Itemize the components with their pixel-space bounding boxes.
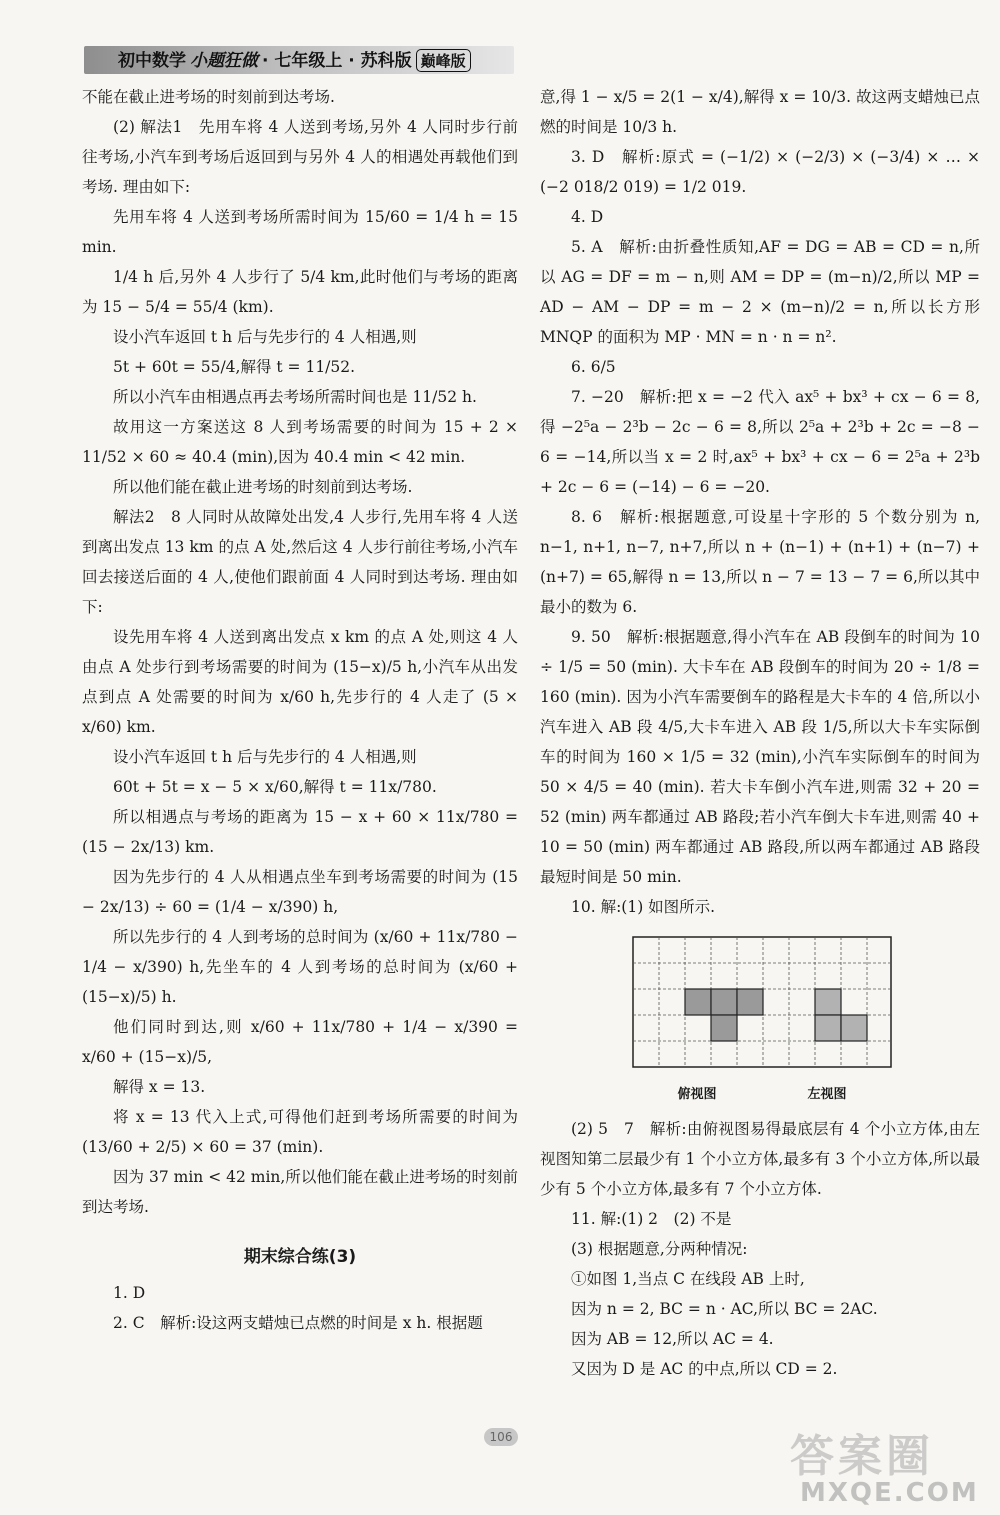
header-edition-badge: 巅峰版 <box>416 49 471 72</box>
right-para: 10. 解:(1) 如图所示. <box>571 898 716 916</box>
right-para: 8. 6 解析:根据题意,可设星十字形的 5 个数分别为 n, n−1, n+1, n−7, n+7,所以 n + (n−1) + (n+1) + (n−7) + (n+7) = 65,解得 n = 13,所以 n − 7 = 13 − 7 = 6,所以其中最小的数为 6. <box>540 508 980 616</box>
left-para: 解得 x = 13. <box>113 1078 206 1096</box>
right-column <box>540 82 980 1384</box>
right-para: 6. 6/5 <box>571 358 616 376</box>
watermark-url: MXQE.COM <box>800 1478 979 1508</box>
left-para: 设先用车将 4 人送到离出发点 x km 的点 A 处,则这 4 人由点 A 处步行到考场需要的时间为 (15−x)/5 h,小汽车从出发点到点 A 处需要的时间为 x/60 h,先步行的 4 人走了 (5 × x/60) km. <box>82 628 518 736</box>
left-para: 所以小汽车由相遇点再去考场所需时间也是 11/52 h. <box>113 388 477 406</box>
header-title <box>118 46 471 72</box>
watermark-logo: 答案圈 <box>790 1431 934 1482</box>
page-header <box>84 42 514 76</box>
top-view-cells <box>685 989 763 1041</box>
right-para: 5. A 解析:由折叠性质知,AF = DG = AB = CD = n,所以 AG = DF = m − n,则 AM = DP = (m−n)/2,所以 MP = AD − AM − DP = m − 2 × (m−n)/2 = n,所以长方形 MNQP 的面积为 MP · MN = n · n = n². <box>540 238 980 346</box>
left-para: 因为先步行的 4 人从相遇点坐车到考场需要的时间为 (15 − 2x/13) ÷ 60 = (1/4 − x/390) h, <box>82 868 518 916</box>
right-para: 又因为 D 是 AC 的中点,所以 CD = 2. <box>571 1360 838 1378</box>
right-para: (2) 5 7 解析:由俯视图易得最底层有 4 个小立方体,由左视图知第二层最少有 1 个小立方体,最多有 3 个小立方体,所以最少有 5 个小立方体,最多有 7 个小立方体. <box>540 1120 980 1198</box>
left-para: 所以相遇点与考场的距离为 15 − x + 60 × 11x/780 = (15 − 2x/13) km. <box>82 808 518 856</box>
left-para: 因为 37 min < 42 min,所以他们能在截止进考场的时刻前到达考场. <box>82 1168 518 1216</box>
left-para: 将 x = 13 代入上式,可得他们赶到考场所需要的时间为 (13/60 + 2/5) × 60 = 37 (min). <box>82 1108 518 1156</box>
views-figure <box>632 936 892 1110</box>
right-para: (3) 根据题意,分两种情况: <box>571 1240 748 1258</box>
right-para: 3. D 解析:原式 = (−1/2) × (−2/3) × (−3/4) × … × (−2 018/2 019) = 1/2 019. <box>540 148 980 196</box>
right-para: 11. 解:(1) 2 (2) 不是 <box>571 1210 732 1228</box>
left-para: 5t + 60t = 55/4,解得 t = 11/52. <box>113 358 356 376</box>
left-para: (2) 解法1 先用车将 4 人送到考场,另外 4 人同时步行前往考场,小汽车到考场后返回到与另外 4 人的相遇处再载他们到考场. 理由如下: <box>82 118 518 196</box>
left-column <box>82 82 518 1338</box>
side-view-label: 左视图 <box>807 1087 847 1102</box>
left-para: 解法2 8 人同时从故障处出发,4 人步行,先用车将 4 人送到离出发点 13 km 的点 A 处,然后这 4 人步行前往考场,小汽车回去接送后面的 4 人,使他们跟前面 4 人同时到达考场. 理由如下: <box>82 508 518 616</box>
left-para: 不能在截止进考场的时刻前到达考场. <box>82 88 335 106</box>
header-grade: · 七年级上 · 苏科版 <box>262 51 412 71</box>
right-para: 因为 n = 2, BC = n · AC,所以 BC = 2AC. <box>571 1300 878 1318</box>
right-para: 7. −20 解析:把 x = −2 代入 ax⁵ + bx³ + cx − 6 = 8,得 −2⁵a − 2³b − 2c − 6 = 8,所以 2⁵a + 2³b + 2c = −8 − 6 = −14,所以当 x = 2 时,ax⁵ + bx³ + cx − 6 = 2⁵a + 2³b + 2c − 6 = (−14) − 6 = −20. <box>540 388 980 496</box>
right-para: 因为 AB = 12,所以 AC = 4. <box>571 1330 774 1348</box>
left-para: 设小汽车返回 t h 后与先步行的 4 人相遇,则 <box>113 748 417 766</box>
left-para: 他们同时到达,则 x/60 + 11x/780 + 1/4 − x/390 = x/60 + (15−x)/5, <box>82 1018 518 1066</box>
right-para: ①如图 1,当点 C 在线段 AB 上时, <box>571 1270 805 1288</box>
header-subject: 初中数学 <box>118 51 186 71</box>
left-para: 所以先步行的 4 人到考场的总时间为 (x/60 + 11x/780 − 1/4 − x/390) h,先坐车的 4 人到考场的总时间为 (x/60 + (15−x)/5) h. <box>82 928 518 1006</box>
header-brand: 小题狂做 <box>190 51 258 71</box>
answer-item: 2. C 解析:设这两支蜡烛已点燃的时间是 x h. 根据题 <box>113 1314 483 1332</box>
left-para: 先用车将 4 人送到考场所需时间为 15/60 = 1/4 h = 15 min. <box>82 208 518 256</box>
left-para: 故用这一方案送这 8 人到考场需要的时间为 15 + 2 × 11/52 × 60 ≈ 40.4 (min),因为 40.4 min < 42 min. <box>82 418 518 466</box>
right-para: 意,得 1 − x/5 = 2(1 − x/4),解得 x = 10/3. 故这两支蜡烛已点燃的时间是 10/3 h. <box>540 88 980 136</box>
page-number: 106 <box>484 1428 518 1446</box>
answer-item: 1. D <box>113 1284 146 1302</box>
right-para: 9. 50 解析:根据题意,得小汽车在 AB 段倒车的时间为 10 ÷ 1/5 = 50 (min). 大卡车在 AB 段倒车的时间为 20 ÷ 1/8 = 160 (min). 因为小汽车需要倒车的路程是大卡车的 4 倍,所以小汽车进入 AB 段 4/5,大卡车进入 AB 段 1/5,所以大卡车实际倒车的时间为 160 × 1/5 = 32 (min),小汽车实际倒车的时间为 50 × 4/5 = 40 (min). 若大卡车倒小汽车进,则需 32 + 20 = 52 (min) 两车都通过 AB 路段;若小汽车倒大卡车进,则需 40 + 10 = 50 (min) 两车都通过 AB 路段,所以两车都通过 AB 路段最短时间是 50 min. <box>540 628 980 886</box>
top-view-label: 俯视图 <box>677 1087 717 1102</box>
left-para: 1/4 h 后,另外 4 人步行了 5/4 km,此时他们与考场的距离为 15 − 5/4 = 55/4 (km). <box>82 268 518 316</box>
side-view-cells <box>815 989 867 1041</box>
right-para: 4. D <box>571 208 604 226</box>
section-title: 期末综合练(3) <box>243 1247 357 1267</box>
left-para: 60t + 5t = x − 5 × x/60,解得 t = 11x/780. <box>113 778 437 796</box>
left-para: 所以他们能在截止进考场的时刻前到达考场. <box>113 478 413 496</box>
views-grid-diagram <box>632 936 892 1068</box>
left-para: 设小汽车返回 t h 后与先步行的 4 人相遇,则 <box>113 328 417 346</box>
